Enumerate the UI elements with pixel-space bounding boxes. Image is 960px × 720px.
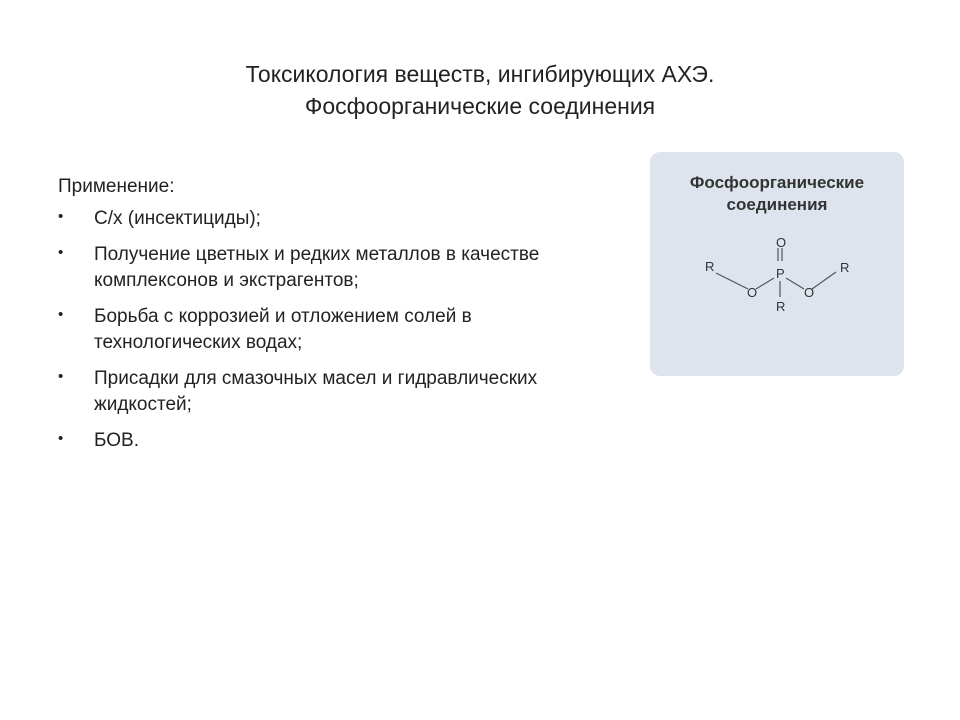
slide-title	[120, 58, 840, 122]
bullet-icon: •	[58, 368, 64, 385]
section-heading: Применение:	[58, 176, 175, 197]
bond-o-left-p	[756, 278, 774, 289]
bullet-item	[58, 366, 598, 418]
bullet-item	[58, 428, 598, 454]
bullet-icon: •	[58, 430, 64, 447]
bullet-list-section	[58, 174, 598, 464]
bond-p-o-right	[786, 278, 804, 289]
atom-o-left: O	[747, 285, 758, 300]
bullet-icon: •	[58, 208, 64, 225]
bullet-text: Получение цветных и редких металлов в качестве комплексонов и экстрагентов;	[94, 244, 540, 291]
figure-title-line-2: соединения	[726, 195, 828, 214]
figure-title-line-1: Фосфоорганические	[689, 173, 865, 192]
bullet-text: Борьба с коррозией и отложением солей в технологических водах;	[94, 306, 472, 353]
title-line-2: Фосфоорганические соединения	[304, 93, 656, 119]
bullet-item	[58, 242, 598, 294]
title-line-1: Токсикология веществ, ингибирующих АХЭ.	[245, 61, 715, 87]
bullet-text: Присадки для смазочных масел и гидравлических жидкостей;	[94, 368, 538, 415]
atom-o-top: O	[776, 235, 787, 250]
bullet-list	[58, 206, 598, 454]
phosphate-structure-diagram	[650, 152, 904, 376]
bond-o-right-r-right	[812, 272, 836, 289]
bullet-item	[58, 206, 598, 232]
structure-figure-card	[650, 152, 904, 376]
bullet-item	[58, 304, 598, 356]
atom-o-right: O	[804, 285, 815, 300]
atom-p-center: P	[776, 266, 785, 281]
bullet-text: С/х (инсектициды);	[94, 208, 261, 229]
atom-r-right: R	[840, 260, 850, 275]
atom-r-bottom: R	[776, 299, 786, 314]
bullet-icon: •	[58, 244, 64, 261]
atom-r-left: R	[705, 259, 715, 274]
bullet-icon: •	[58, 306, 64, 323]
bullet-text: БОВ.	[94, 430, 139, 451]
bond-r-left-o-left	[716, 273, 748, 289]
